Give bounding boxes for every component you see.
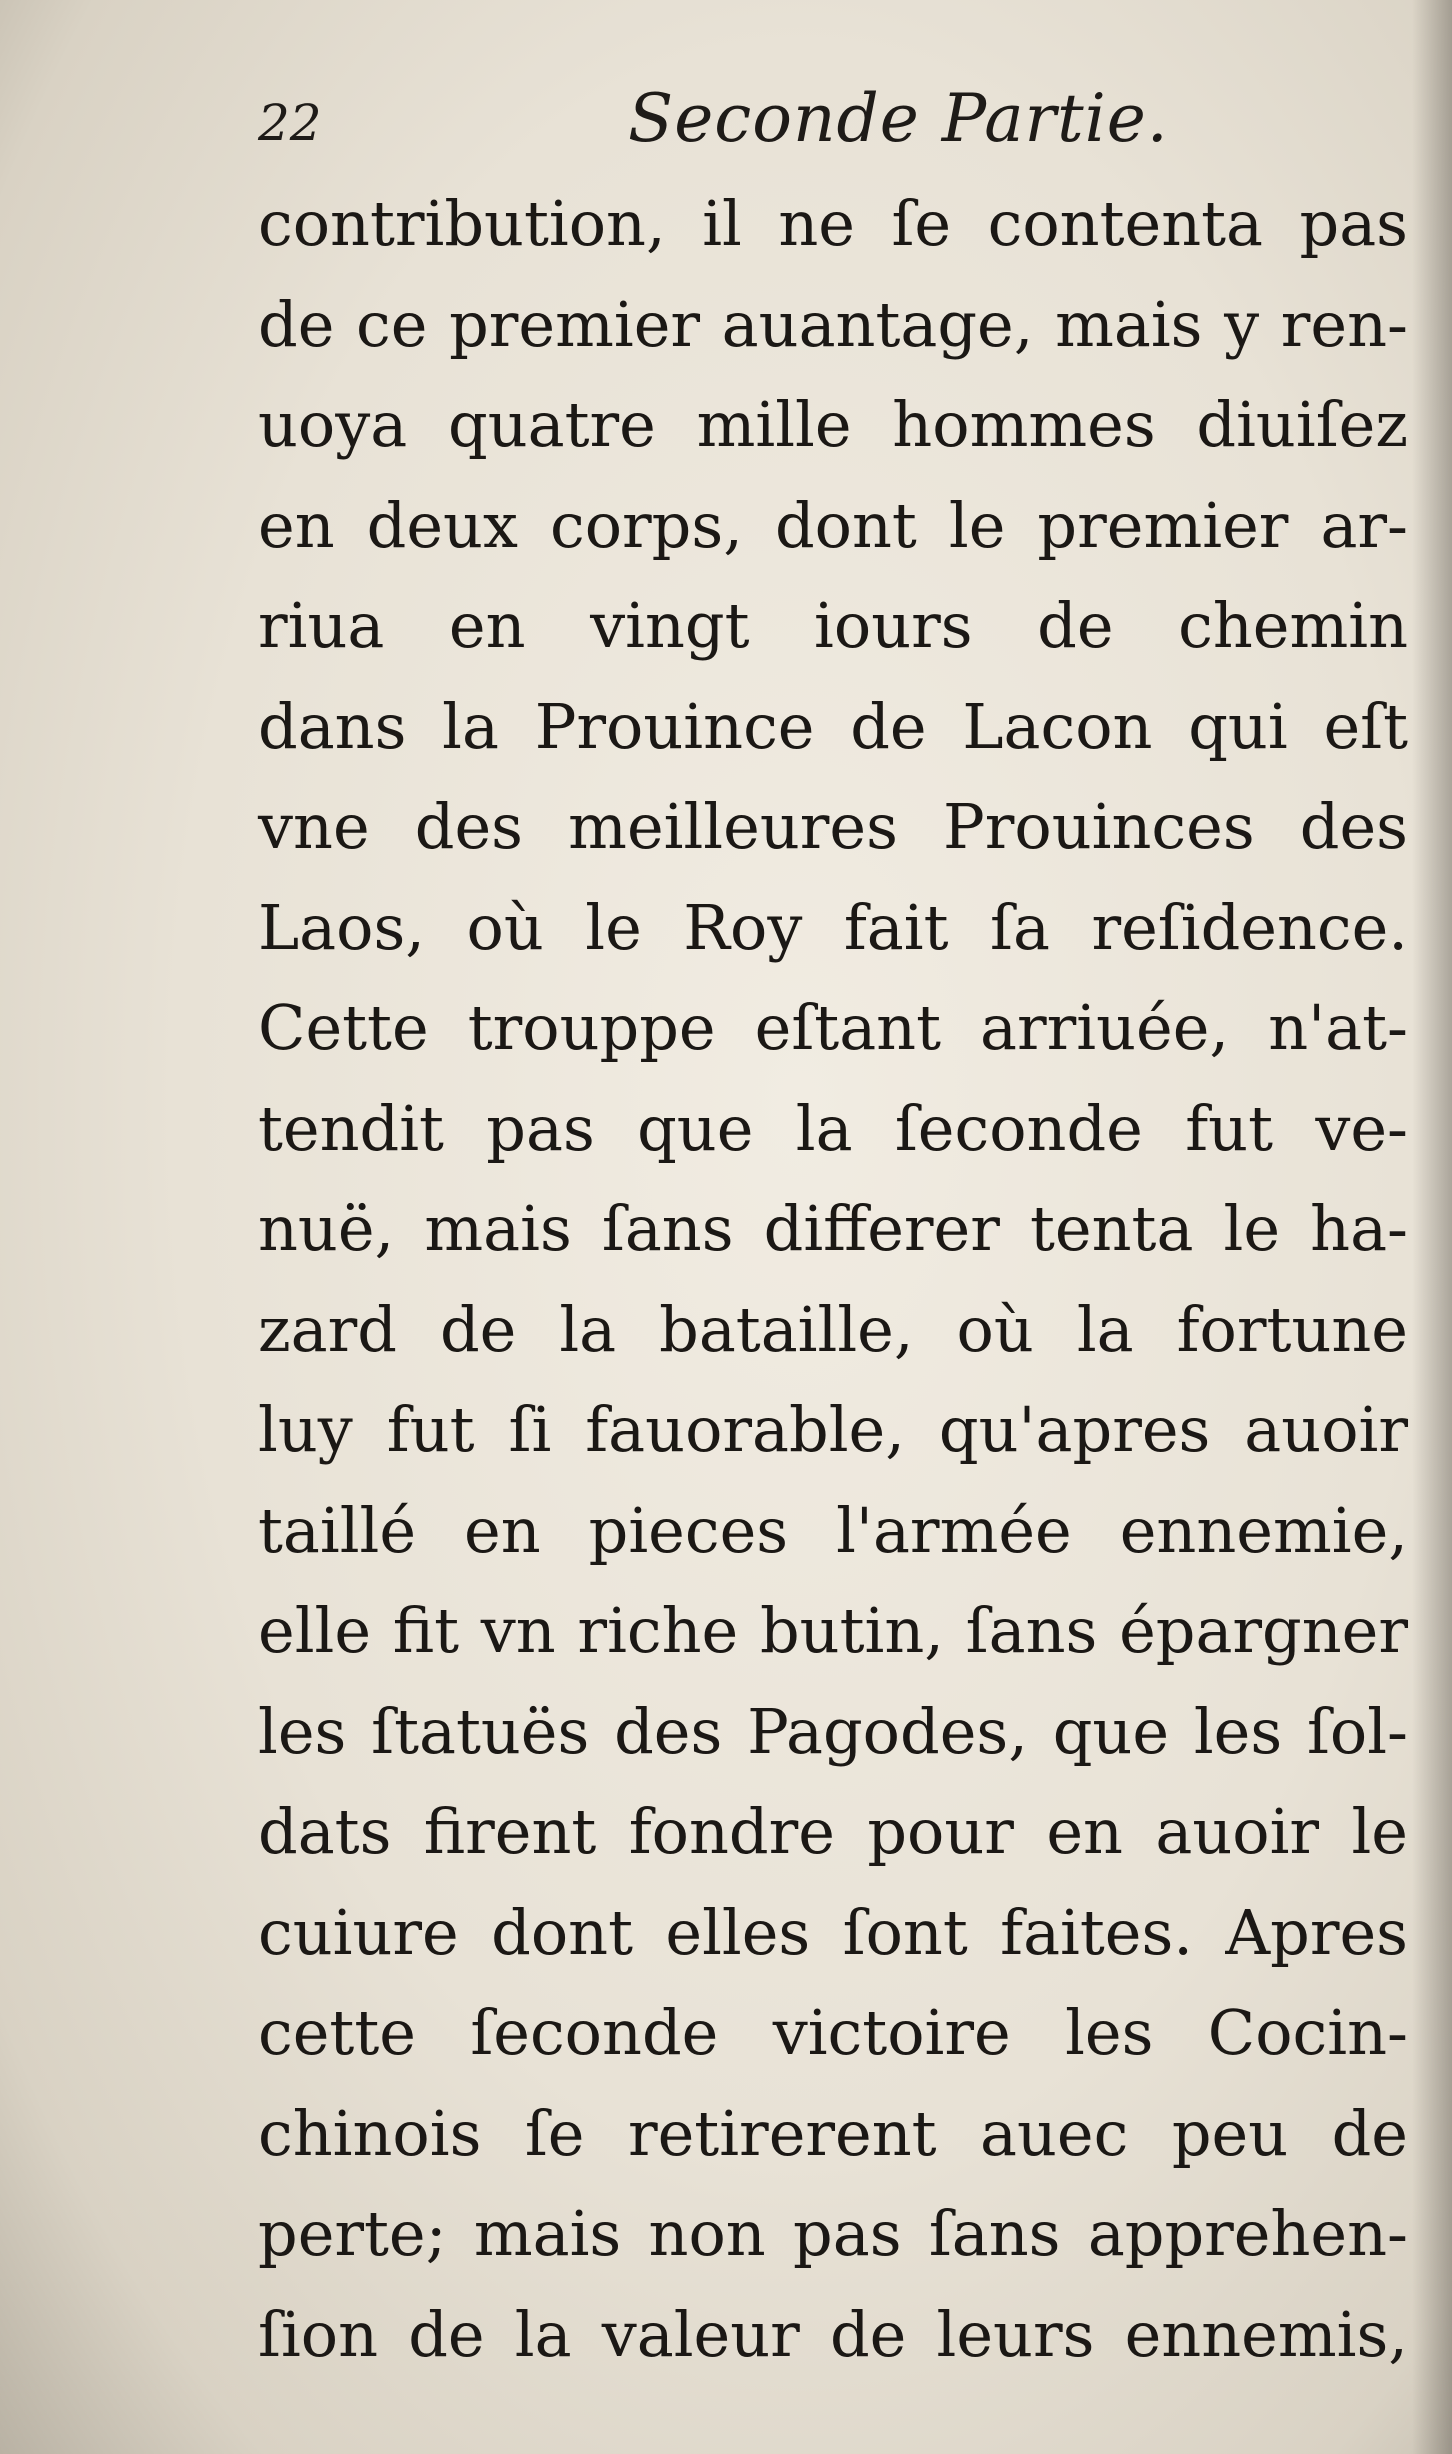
body-text (258, 174, 1408, 2385)
text-line: taillé en pieces l'armée ennemie, (258, 1493, 1408, 1567)
text-line: luy fut ſi fauorable, qu'apres auoir (258, 1393, 1408, 1466)
text-line: uoya quatre mille hommes diuiſez (258, 388, 1408, 461)
text-line: dats firent fondre pour en auoir le (258, 1795, 1408, 1868)
running-title: Seconde Partie. (628, 80, 1169, 157)
text-line: dans la Prouince de Lacon qui eſt (258, 689, 1408, 763)
text-line: vne des meilleures Prouinces des (258, 790, 1408, 863)
text-line: cuiure dont elles ſont faites. Apres (258, 1895, 1408, 1969)
text-line: tendit pas que la ſeconde fut ve- (258, 1091, 1408, 1165)
text-line: contribution, il ne ſe contenta pas (258, 187, 1408, 260)
text-line: nuë, mais ſans differer tenta le ha- (258, 1192, 1408, 1265)
text-line: chinois ſe retirerent auec peu de (258, 2096, 1408, 2170)
text-line: les ſtatuës des Pagodes, que les ſol- (258, 1694, 1408, 1768)
text-line: en deux corps, dont le premier ar- (258, 488, 1408, 562)
text-line: ſion de la valeur de leurs ennemis, (258, 2297, 1408, 2371)
text-line: Laos, où le Roy fait ſa reſidence. (258, 890, 1408, 964)
text-line: de ce premier auantage, mais y ren- (258, 287, 1408, 361)
page-header (258, 80, 1388, 170)
text-line: zard de la bataille, où la fortune (258, 1292, 1408, 1366)
text-line: elle fit vn riche butin, ſans épargner (258, 1594, 1408, 1667)
page-number: 22 (258, 94, 322, 152)
text-line: Cette trouppe eſtant arriuée, n'at- (258, 991, 1408, 1064)
text-line: perte; mais non pas ſans apprehen- (258, 2197, 1408, 2270)
text-line: cette ſeconde victoire les Cocin- (258, 1996, 1408, 2069)
text-line: riua en vingt iours de chemin (258, 589, 1408, 662)
